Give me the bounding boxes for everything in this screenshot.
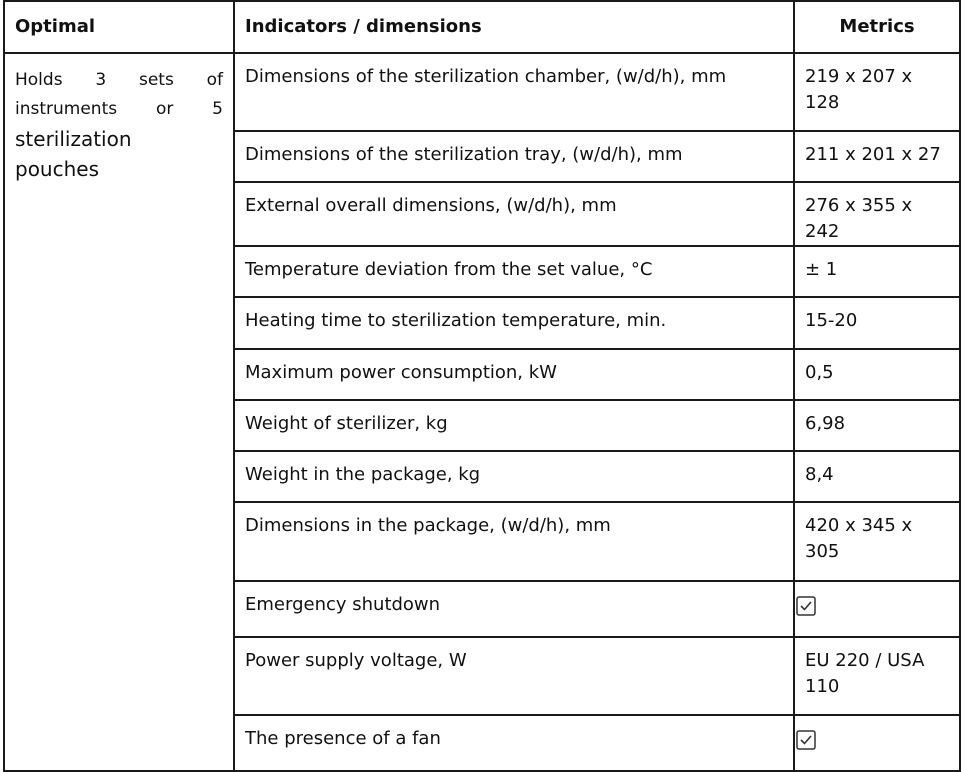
metric-cell: ± 1 (794, 246, 960, 297)
metric-cell: 0,5 (794, 349, 960, 400)
optimal-line: Holds 3 sets of (15, 70, 223, 90)
parameter-cell: Dimensions of the sterilization tray, (w/d/h), mm (234, 131, 794, 182)
metric-cell: 15-20 (794, 297, 960, 349)
parameter-cell: External overall dimensions, (w/d/h), mm (234, 182, 794, 246)
parameter-cell: Temperature deviation from the set value, °C (234, 246, 794, 297)
parameter-cell: Maximum power consumption, kW (234, 349, 794, 400)
parameter-cell: Emergency shutdown (234, 581, 794, 637)
parameter-cell: Weight in the package, kg (234, 451, 794, 502)
table-header-row (4, 1, 960, 53)
checkbox-checked-icon (796, 596, 816, 616)
table-row (4, 53, 960, 131)
metric-cell: 219 x 207 x 128 (794, 53, 960, 131)
metric-cell: 8,4 (794, 451, 960, 502)
parameter-cell: Dimensions of the sterilization chamber, (w/d/h), mm (234, 53, 794, 131)
metric-cell: 6,98 (794, 400, 960, 451)
header-indicators: Indicators / dimensions (234, 1, 794, 53)
checkbox-checked-icon (796, 730, 816, 750)
header-optimal: Optimal (4, 1, 234, 53)
header-metrics: Metrics (794, 1, 960, 53)
optimal-description (4, 53, 234, 771)
metric-cell: 276 x 355 x 242 (794, 182, 960, 246)
optimal-line: sterilization (15, 127, 132, 151)
metric-cell: EU 220 / USA 110 (794, 637, 960, 715)
parameter-cell: Heating time to sterilization temperature, min. (234, 297, 794, 349)
parameter-cell: Power supply voltage, W (234, 637, 794, 715)
metric-cell: 420 x 345 x 305 (794, 502, 960, 581)
metric-cell (794, 715, 960, 771)
optimal-line: pouches (15, 157, 100, 181)
parameter-cell: The presence of a fan (234, 715, 794, 771)
parameter-cell: Dimensions in the package, (w/d/h), mm (234, 502, 794, 581)
metric-cell: 211 x 201 x 27 (794, 131, 960, 182)
optimal-line: instruments or 5 (15, 99, 223, 119)
parameter-cell: Weight of sterilizer, kg (234, 400, 794, 451)
specifications-table (3, 0, 961, 772)
metric-cell (794, 581, 960, 637)
